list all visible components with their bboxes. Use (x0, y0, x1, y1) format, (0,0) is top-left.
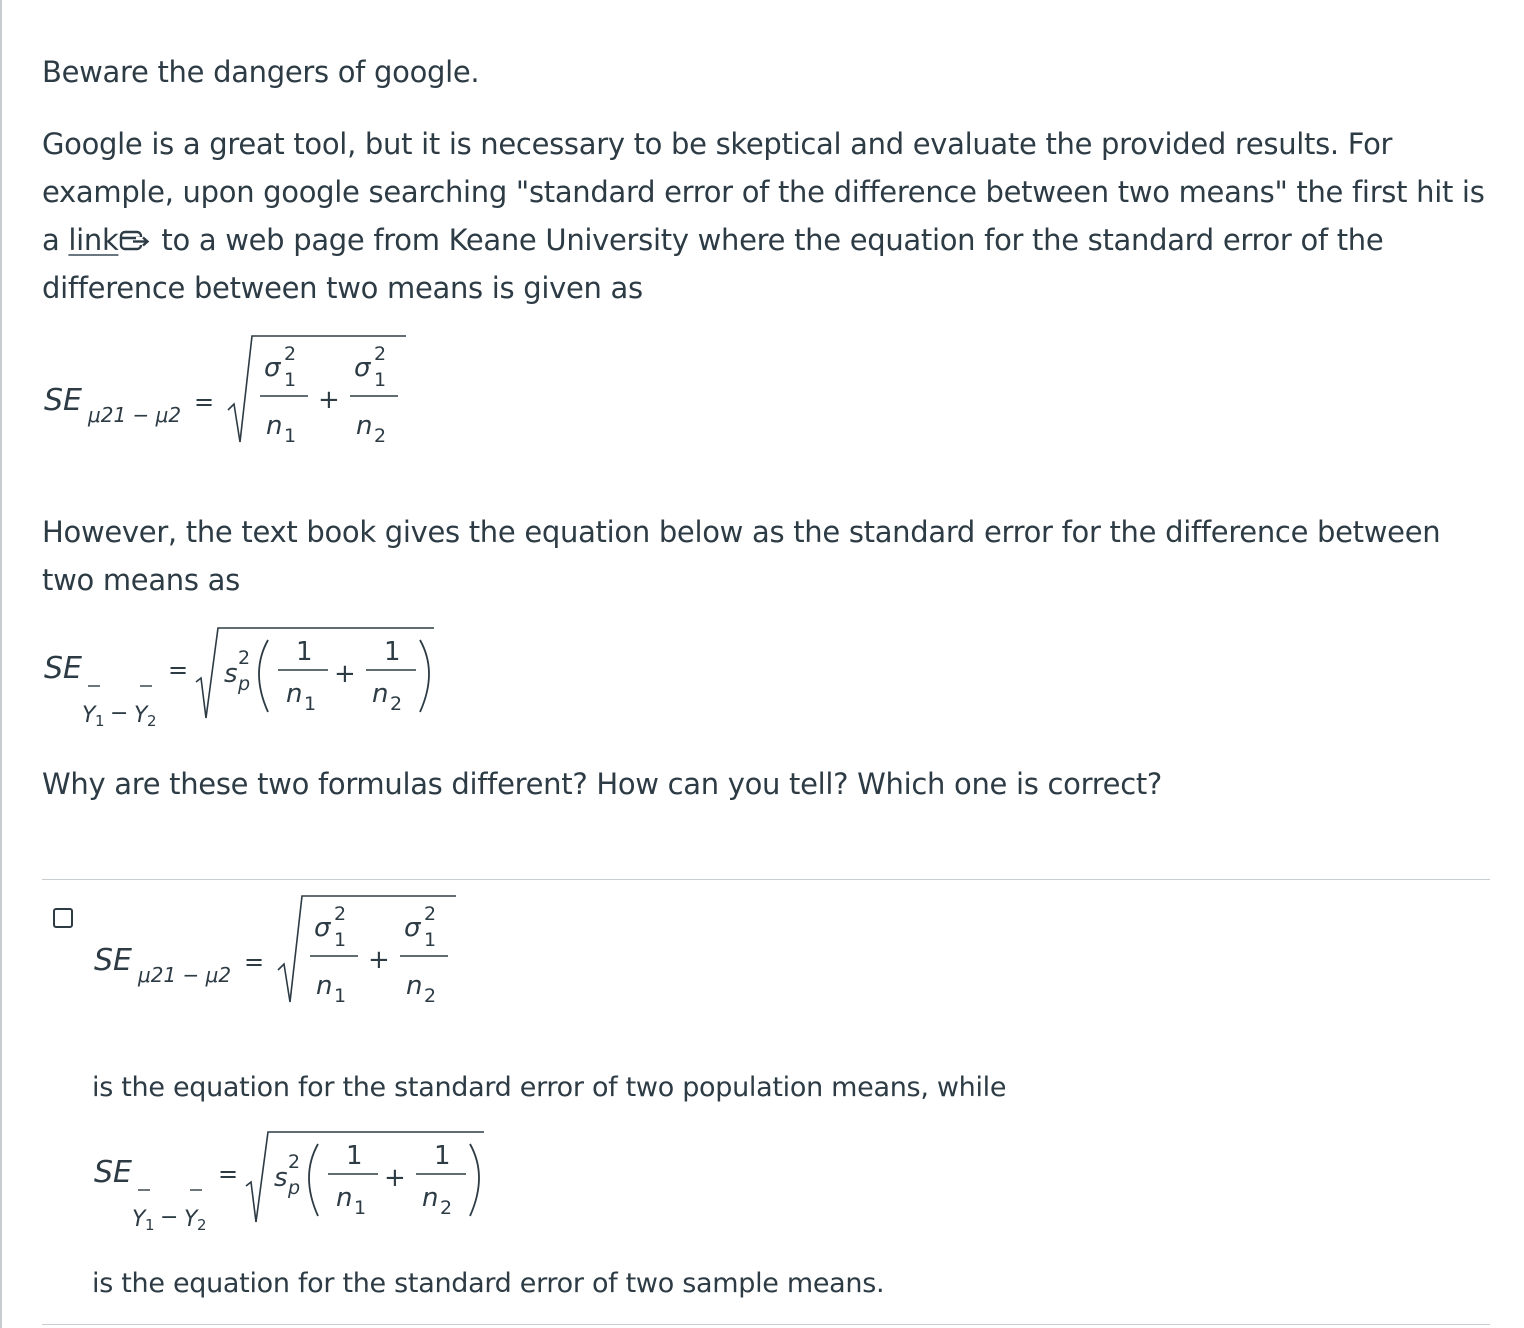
n1-subscript: 1 (284, 425, 297, 447)
ybar1-subscript: 1 (145, 1216, 155, 1234)
frac2-den-subscript: 2 (440, 1197, 453, 1219)
formula-plus: + (368, 945, 390, 975)
n2-subscript: 2 (424, 985, 437, 1007)
formula-minus: − (110, 701, 129, 726)
n2-symbol: n (356, 411, 373, 441)
intro-text-after-link: to a web page from Keane University where the equation for the standard error of the difference between two means is given as (42, 223, 1384, 305)
sigma2-subscript: 1 (424, 929, 437, 951)
frac1-den-subscript: 1 (304, 693, 317, 715)
answer-population-formula (90, 890, 470, 1010)
formula-se-label: SE (44, 383, 82, 418)
frac1-numerator: 1 (346, 1141, 363, 1171)
sp-subscript: p (288, 1177, 301, 1199)
formula-minus: − (160, 1205, 179, 1230)
formula-plus: + (318, 385, 340, 415)
formula-equals: = (194, 388, 215, 416)
formula-equals: = (244, 948, 265, 976)
n2-subscript: 2 (374, 425, 387, 447)
right-parenthesis (420, 640, 429, 712)
sigma2-superscript: 2 (424, 903, 437, 925)
left-parenthesis (309, 1144, 318, 1216)
sigma1-symbol: σ (314, 913, 331, 943)
frac1-den-symbol: n (286, 679, 303, 709)
formula-equals: = (168, 656, 189, 684)
ybar2-symbol: Y (184, 1207, 198, 1232)
sigma2-superscript: 2 (374, 343, 387, 365)
keane-university-link[interactable]: link (68, 223, 119, 257)
formula-se-label: SE (94, 1155, 132, 1190)
question-prompt: Why are these two formulas different? How can you tell? Which one is correct? (42, 767, 1163, 801)
frac2-numerator: 1 (384, 637, 401, 667)
ybar1-subscript: 1 (95, 712, 105, 730)
ybar1-symbol: Y (132, 1207, 146, 1232)
ybar2-symbol: Y (134, 703, 148, 728)
population-se-formula (40, 330, 420, 450)
n2-symbol: n (406, 971, 423, 1001)
frac1-numerator: 1 (296, 637, 313, 667)
sample-se-formula (40, 622, 460, 732)
external-link-icon[interactable] (118, 227, 152, 253)
frac2-den-symbol: n (422, 1183, 439, 1213)
right-parenthesis (470, 1144, 479, 1216)
sigma1-superscript: 2 (334, 903, 347, 925)
divider-top (42, 879, 1490, 880)
sp-superscript: 2 (288, 1151, 301, 1173)
sigma2-symbol: σ (354, 353, 371, 383)
answer-text-population: is the equation for the standard error of two population means, while (92, 1072, 1007, 1103)
sigma2-symbol: σ (404, 913, 421, 943)
ybar2-subscript: 2 (147, 712, 157, 730)
formula-se-label: SE (44, 651, 82, 686)
left-parenthesis (259, 640, 268, 712)
formula-equals: = (218, 1160, 239, 1188)
frac2-den-symbol: n (372, 679, 389, 709)
divider-bottom (42, 1324, 1490, 1325)
formula-plus: + (384, 1163, 406, 1193)
n1-subscript: 1 (334, 985, 347, 1007)
however-text: However, the text book gives the equation below as the standard error for the difference between two means as (42, 515, 1441, 597)
ybar1-symbol: Y (82, 703, 96, 728)
answer-sample-formula (90, 1126, 510, 1236)
sigma2-subscript: 1 (374, 369, 387, 391)
sigma1-subscript: 1 (284, 369, 297, 391)
ybar2-subscript: 2 (197, 1216, 207, 1234)
formula-plus: + (334, 659, 356, 689)
sp-symbol: s (224, 659, 238, 689)
n1-symbol: n (316, 971, 333, 1001)
frac1-den-symbol: n (336, 1183, 353, 1213)
left-border (0, 0, 2, 1328)
sp-symbol: s (274, 1163, 288, 1193)
frac1-den-subscript: 1 (354, 1197, 367, 1219)
formula-mu-subscript: μ21 − μ2 (138, 963, 232, 987)
formula-se-label: SE (94, 943, 132, 978)
n1-symbol: n (266, 411, 283, 441)
sp-subscript: p (238, 673, 251, 695)
intro-text-before-link: Google is a great tool, but it is necessary to be skeptical and evaluate the provided results. For example, upon google searching "standard error of the difference between two means" the first hit is a (42, 127, 1485, 257)
question-intro (42, 120, 1487, 312)
formula-mu-subscript: μ21 − μ2 (88, 403, 182, 427)
sigma1-subscript: 1 (334, 929, 347, 951)
sigma1-symbol: σ (264, 353, 281, 383)
answer-text-sample: is the equation for the standard error of two sample means. (92, 1268, 885, 1299)
answer-checkbox[interactable] (53, 908, 73, 928)
sigma1-superscript: 2 (284, 343, 297, 365)
frac2-den-subscript: 2 (390, 693, 403, 715)
sp-superscript: 2 (238, 647, 251, 669)
frac2-numerator: 1 (434, 1141, 451, 1171)
question-heading: Beware the dangers of google. (42, 55, 480, 89)
